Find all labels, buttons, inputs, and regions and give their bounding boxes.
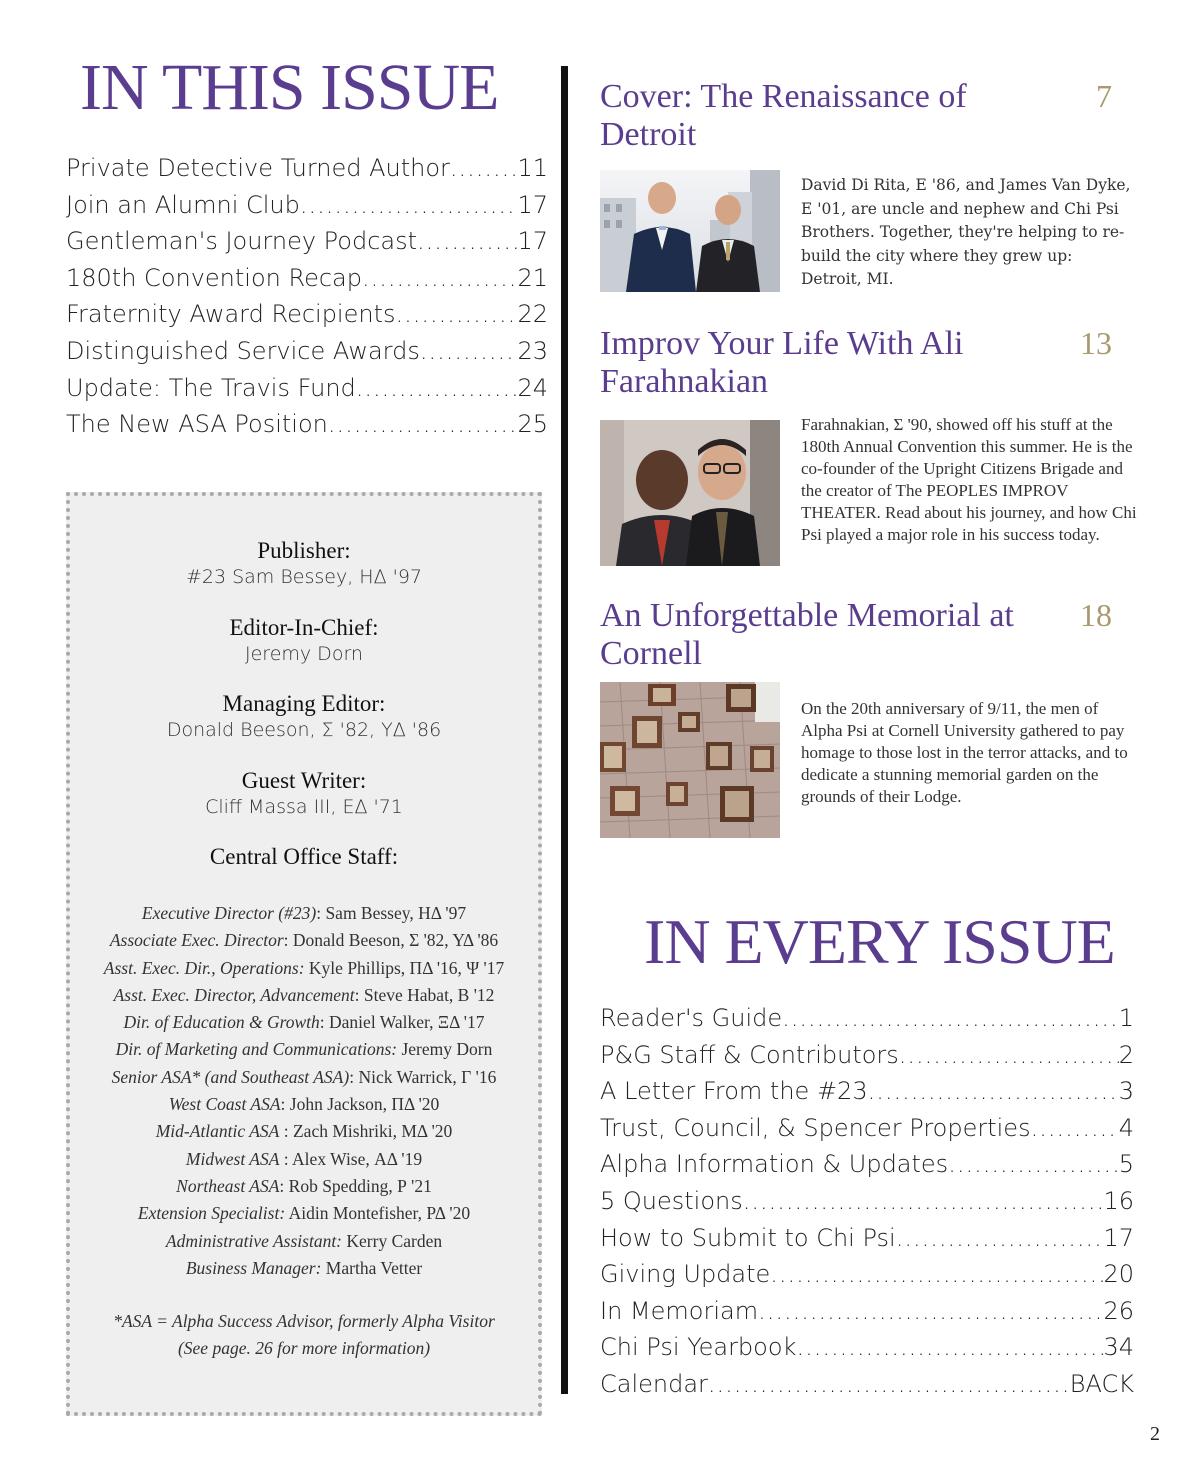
toc-entry[interactable]: Reader's Guide ..... 1 [600,1000,1134,1037]
column-divider [561,66,568,1394]
memorial-photo [600,682,780,838]
staff-entry: Mid-Atlantic ASA : Zach Mishriki, ΜΔ '20 [155,1121,453,1142]
staff-entry: Dir. of Marketing and Communications: Jeremy Dorn [115,1039,493,1060]
staff-entry: Dir. of Education & Growth: Daniel Walker, ΞΔ '17 [123,1012,485,1033]
toc-entry[interactable]: Distinguished Service Awards ..... 23 [66,333,548,370]
toc-entry[interactable]: A Letter From the #23 ..... 3 [600,1073,1134,1110]
toc-entry[interactable]: 180th Convention Recap ..... 21 [66,260,548,297]
staff-list [70,900,538,1282]
toc-entry[interactable]: The New ASA Position ..... 25 [66,406,548,443]
staff-entry: Asst. Exec. Dir., Operations: Kyle Phillips, ΠΔ '16, Ψ '17 [103,957,505,978]
toc-entry[interactable]: Update: The Travis Fund ..... 24 [66,370,548,407]
staff-entry: Asst. Exec. Director, Advancement: Steve Habat, Β '12 [113,984,495,1005]
in-this-issue-heading: IN THIS ISSUE [80,51,499,124]
asa-footnote: *ASA = Alpha Success Advisor, formerly Alpha Visitor (See page. 26 for more information) [113,1311,495,1358]
guest-writer-credit: Guest Writer: Cliff Massa III, ΕΔ '71 [205,768,403,818]
in-every-issue-list [600,1000,1134,1403]
feature-title[interactable]: An Unforgettable Memorial at Cornell [600,597,1014,672]
feature-page-number: 7 [1096,78,1112,114]
feature-summary: David Di Rita, E '86, and James Van Dyke, E '01, are uncle and nephew and Chi Psi Brothers. Together, they're helping to re-build the city where they grew up: Detroit, MI. [801,176,1131,289]
toc-entry[interactable]: In Memoriam ..... 26 [600,1293,1134,1330]
feature-page-number: 13 [1080,325,1112,361]
in-this-issue-list [66,150,548,443]
page-number: 2 [1150,1423,1160,1445]
editor-credit: Editor-In-Chief: Jeremy Dorn [229,615,379,665]
feature-summary: Farahnakian, Σ '90, showed off his stuff at the 180th Annual Convention this summer. He is the co-founder of the Upright Citizens Brigade and the creator of The PEOPLES IMPROV THEATER. Read about his journey, and how Chi Psi played a major role in his success today. [801,415,1137,544]
staff-entry: Administrative Assistant: Kerry Carden [165,1230,443,1251]
staff-box [66,492,542,1416]
toc-entry[interactable]: P&G Staff & Contributors ..... 2 [600,1037,1134,1074]
feature-page-number: 18 [1080,597,1112,633]
in-every-issue-heading: IN EVERY ISSUE [644,906,1115,977]
managing-editor-credit: Managing Editor: Donald Beeson, Σ '82, ΥΔ '86 [166,691,442,741]
detroit-cover-photo [600,170,780,292]
staff-entry: Associate Exec. Director: Donald Beeson, Σ '82, ΥΔ '86 [109,930,499,951]
toc-entry[interactable]: How to Submit to Chi Psi ..... 17 [600,1220,1134,1257]
feature-summary: On the 20th anniversary of 9/11, the men of Alpha Psi at Cornell University gathered to pay homage to those lost in the terror attacks, and to dedicate a stunning memorial garden on the grounds of their Lodge. [801,699,1128,806]
toc-entry[interactable]: Fraternity Award Recipients ..... 22 [66,296,548,333]
toc-entry[interactable]: Alpha Information & Updates ..... 5 [600,1146,1134,1183]
toc-entry[interactable]: Join an Alumni Club ..... 17 [66,187,548,224]
feature-title[interactable]: Improv Your Life With Ali Farahnakian [600,325,964,400]
toc-entry[interactable]: Trust, Council, & Spencer Properties ..... 4 [600,1110,1134,1147]
staff-entry: Executive Director (#23): Sam Bessey, ΗΔ '97 [141,903,467,923]
toc-entry[interactable]: Gentleman's Journey Podcast ..... 17 [66,223,548,260]
improv-photo [600,420,780,566]
staff-entry: Midwest ASA : Alex Wise, ΑΔ '19 [185,1148,423,1169]
staff-entry: West Coast ASA: John Jackson, ΠΔ '20 [168,1094,440,1115]
staff-entry: Senior ASA* (and Southeast ASA): Nick Warrick, Γ '16 [111,1066,497,1087]
central-office-heading: Central Office Staff: [209,844,399,869]
toc-entry[interactable]: Giving Update ..... 20 [600,1256,1134,1293]
toc-entry[interactable]: Calendar ..... BACK [600,1366,1134,1403]
toc-entry[interactable]: Private Detective Turned Author ..... 11 [66,150,548,187]
feature-title[interactable]: Cover: The Renaissance of Detroit [600,78,967,153]
toc-entry[interactable]: Chi Psi Yearbook ..... 34 [600,1329,1134,1366]
staff-entry: Business Manager: Martha Vetter [185,1257,423,1278]
publisher-credit: Publisher: #23 Sam Bessey, ΗΔ '97 [185,538,423,588]
staff-entry: Northeast ASA: Rob Spedding, Ρ '21 [176,1175,432,1196]
toc-entry[interactable]: 5 Questions ..... 16 [600,1183,1134,1220]
staff-entry: Extension Specialist: Aidin Montefisher, ΡΔ '20 [137,1203,471,1224]
